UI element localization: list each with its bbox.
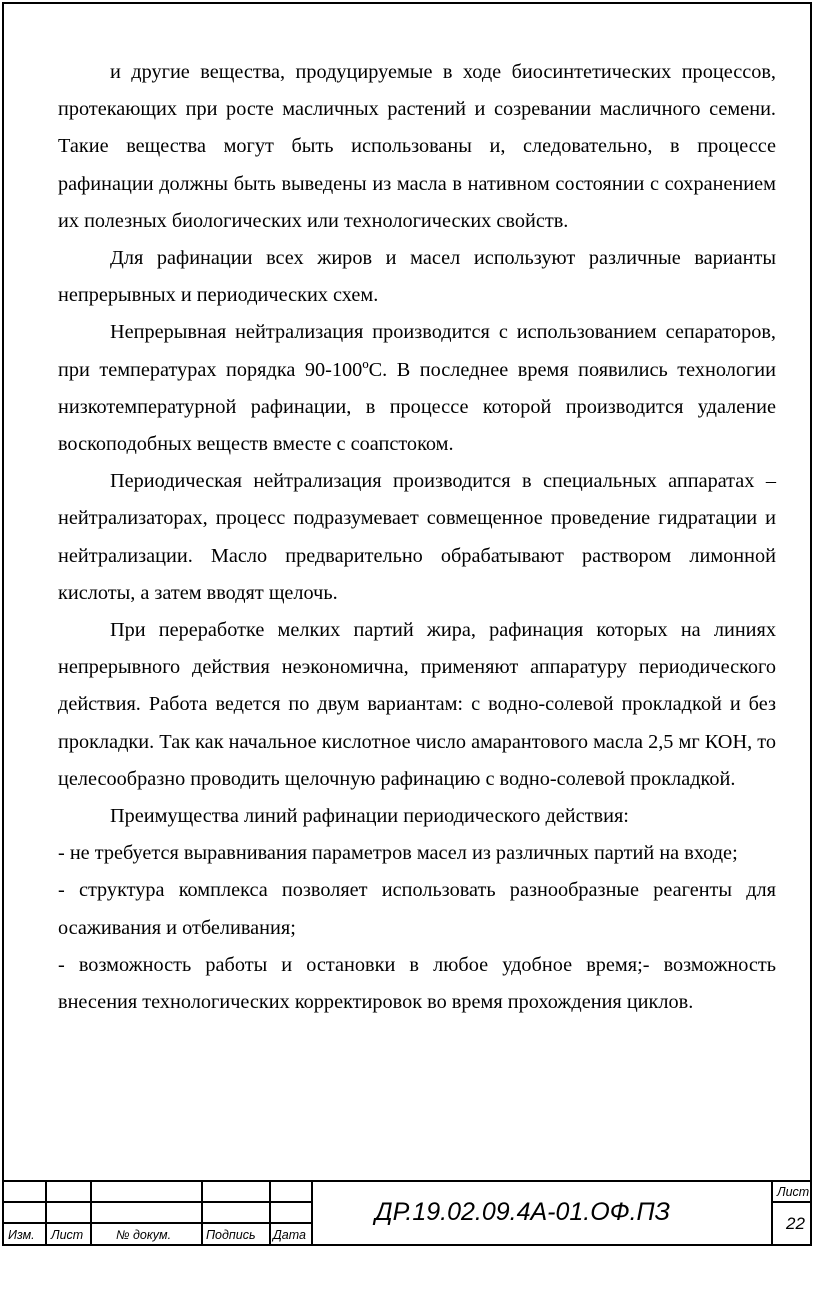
sheet-label: Лист	[777, 1185, 810, 1199]
stamp-label-izm: Изм.	[8, 1228, 35, 1242]
page-number: 22	[786, 1214, 805, 1233]
document-body	[58, 54, 776, 1021]
list-item: - не требуется выравнивания параметров масел из различных партий на входе;	[58, 842, 738, 865]
stamp-label-signature: Подпись	[206, 1228, 256, 1242]
paragraph: Непрерывная нейтрализация производится с использованием сепараторов, при температурах порядка 90-100ºС. В последнее время появились технологии низкотемпературной рафинации, в процессе которой производится удаление воскоподобных веществ вместе с соапстоком.	[58, 321, 776, 456]
stamp-label-date: Дата	[273, 1228, 306, 1242]
document-code: ДР.19.02.09.4А-01.ОФ.ПЗ	[375, 1198, 670, 1226]
stamp-label-doc-no: № докум.	[116, 1228, 172, 1242]
list-item: - возможность работы и остановки в любое удобное время;- возможность внесения технологических корректировок во время прохождения циклов.	[58, 953, 776, 1014]
paragraph: Периодическая нейтрализация производится в специальных аппаратах – нейтрализаторах, процесс подразумевает совмещенное проведение гидратации и нейтрализации. Масло предварительно обрабатывают раствором лимонной кислоты, а затем вводят щелочь.	[58, 470, 776, 604]
paragraph: Преимущества линий рафинации периодического действия:	[110, 805, 629, 828]
paragraph: Для рафинации всех жиров и масел используют различные варианты непрерывных и периодических схем.	[58, 247, 776, 307]
list-item: - структура комплекса позволяет использовать разнообразные реагенты для осаживания и отбеливания;	[58, 879, 776, 939]
paragraph: и другие вещества, продуцируемые в ходе биосинтетических процессов, протекающих при росте масличных растений и созревании масличного семени. Такие вещества могут быть использованы и, следовательно, в процессе рафинации должны быть выведены из масла в нативном состоянии с сохранением их полезных биологических или технологических свойств.	[58, 61, 776, 232]
paragraph: При переработке мелких партий жира, рафинация которых на линиях непрерывного действия неэкономична, применяют аппаратуру периодического действия. Работа ведется по двум вариантам: с водно-солевой прокладкой и без прокладки. Так как начальное кислотное число амарантового масла 2,5 мг КОН, то целесообразно проводить щелочную рафинацию с водно-солевой прокладкой.	[58, 619, 776, 790]
title-block	[2, 1180, 812, 1246]
stamp-label-list: Лист	[51, 1228, 84, 1242]
